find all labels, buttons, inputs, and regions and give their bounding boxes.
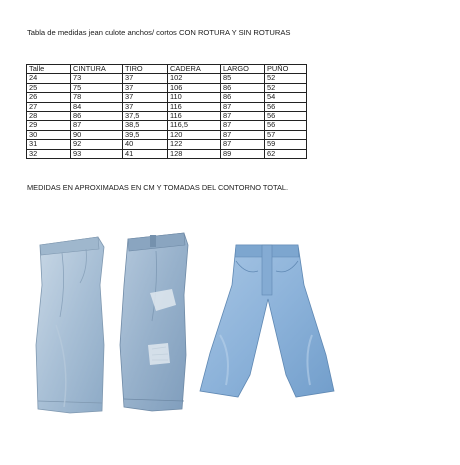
table-cell: 30 [27, 130, 71, 139]
table-row [27, 93, 307, 102]
table-cell: 110 [168, 93, 221, 102]
jean-photo-2 [120, 233, 188, 411]
table-cell: 87 [221, 130, 265, 139]
table-header-row [27, 65, 307, 74]
header-cell: CADERA [168, 65, 221, 74]
table-cell: 73 [71, 74, 123, 83]
table-cell: 56 [265, 121, 307, 130]
table-cell: 24 [27, 74, 71, 83]
table-cell: 90 [71, 130, 123, 139]
table-cell: 41 [123, 149, 168, 158]
table-cell: 106 [168, 83, 221, 92]
table-cell: 116 [168, 102, 221, 111]
table-cell: 87 [221, 140, 265, 149]
table-cell: 56 [265, 102, 307, 111]
table-row [27, 149, 307, 158]
table-cell: 78 [71, 93, 123, 102]
table-cell: 75 [71, 83, 123, 92]
table-cell: 32 [27, 149, 71, 158]
page-title: Tabla de medidas jean culote anchos/ cortos CON ROTURA Y SIN ROTURAS [27, 28, 291, 37]
table-cell: 87 [221, 111, 265, 120]
header-cell: TIRO [123, 65, 168, 74]
jean-photo-1 [36, 237, 104, 413]
table-cell: 87 [221, 102, 265, 111]
header-cell: CINTURA [71, 65, 123, 74]
table-cell: 31 [27, 140, 71, 149]
footnote: MEDIDAS EN APROXIMADAS EN CM Y TOMADAS DEL CONTORNO TOTAL. [27, 183, 289, 192]
table-row [27, 140, 307, 149]
table-cell: 26 [27, 93, 71, 102]
table-cell: 37 [123, 102, 168, 111]
table-cell: 128 [168, 149, 221, 158]
table-cell: 37,5 [123, 111, 168, 120]
jeans-photos [0, 225, 460, 460]
table-cell: 38,5 [123, 121, 168, 130]
table-cell: 84 [71, 102, 123, 111]
table-row [27, 130, 307, 139]
header-cell: Talle [27, 65, 71, 74]
table-cell: 57 [265, 130, 307, 139]
table-cell: 62 [265, 149, 307, 158]
table-cell: 54 [265, 93, 307, 102]
table-cell: 116 [168, 111, 221, 120]
table-cell: 92 [71, 140, 123, 149]
table-cell: 37 [123, 93, 168, 102]
header-cell: LARGO [221, 65, 265, 74]
table-cell: 56 [265, 111, 307, 120]
header-cell: PUÑO [265, 65, 307, 74]
table-cell: 29 [27, 121, 71, 130]
table-row [27, 121, 307, 130]
table-cell: 122 [168, 140, 221, 149]
table-cell: 37 [123, 74, 168, 83]
table-cell: 39,5 [123, 130, 168, 139]
table-cell: 116,5 [168, 121, 221, 130]
table-cell: 40 [123, 140, 168, 149]
table-cell: 89 [221, 149, 265, 158]
table-cell: 87 [221, 121, 265, 130]
table-row [27, 83, 307, 92]
jean-photo-3 [200, 245, 334, 397]
table-cell: 27 [27, 102, 71, 111]
table-cell: 93 [71, 149, 123, 158]
table-cell: 25 [27, 83, 71, 92]
table-row [27, 102, 307, 111]
table-cell: 85 [221, 74, 265, 83]
table-cell: 37 [123, 83, 168, 92]
table-cell: 28 [27, 111, 71, 120]
table-row [27, 74, 307, 83]
table-cell: 52 [265, 83, 307, 92]
table-cell: 86 [221, 83, 265, 92]
size-table [26, 64, 307, 159]
table-cell: 120 [168, 130, 221, 139]
table-cell: 87 [71, 121, 123, 130]
table-row [27, 111, 307, 120]
table-cell: 102 [168, 74, 221, 83]
table-cell: 59 [265, 140, 307, 149]
table-cell: 86 [71, 111, 123, 120]
table-cell: 52 [265, 74, 307, 83]
table-body [27, 74, 307, 159]
table-cell: 86 [221, 93, 265, 102]
